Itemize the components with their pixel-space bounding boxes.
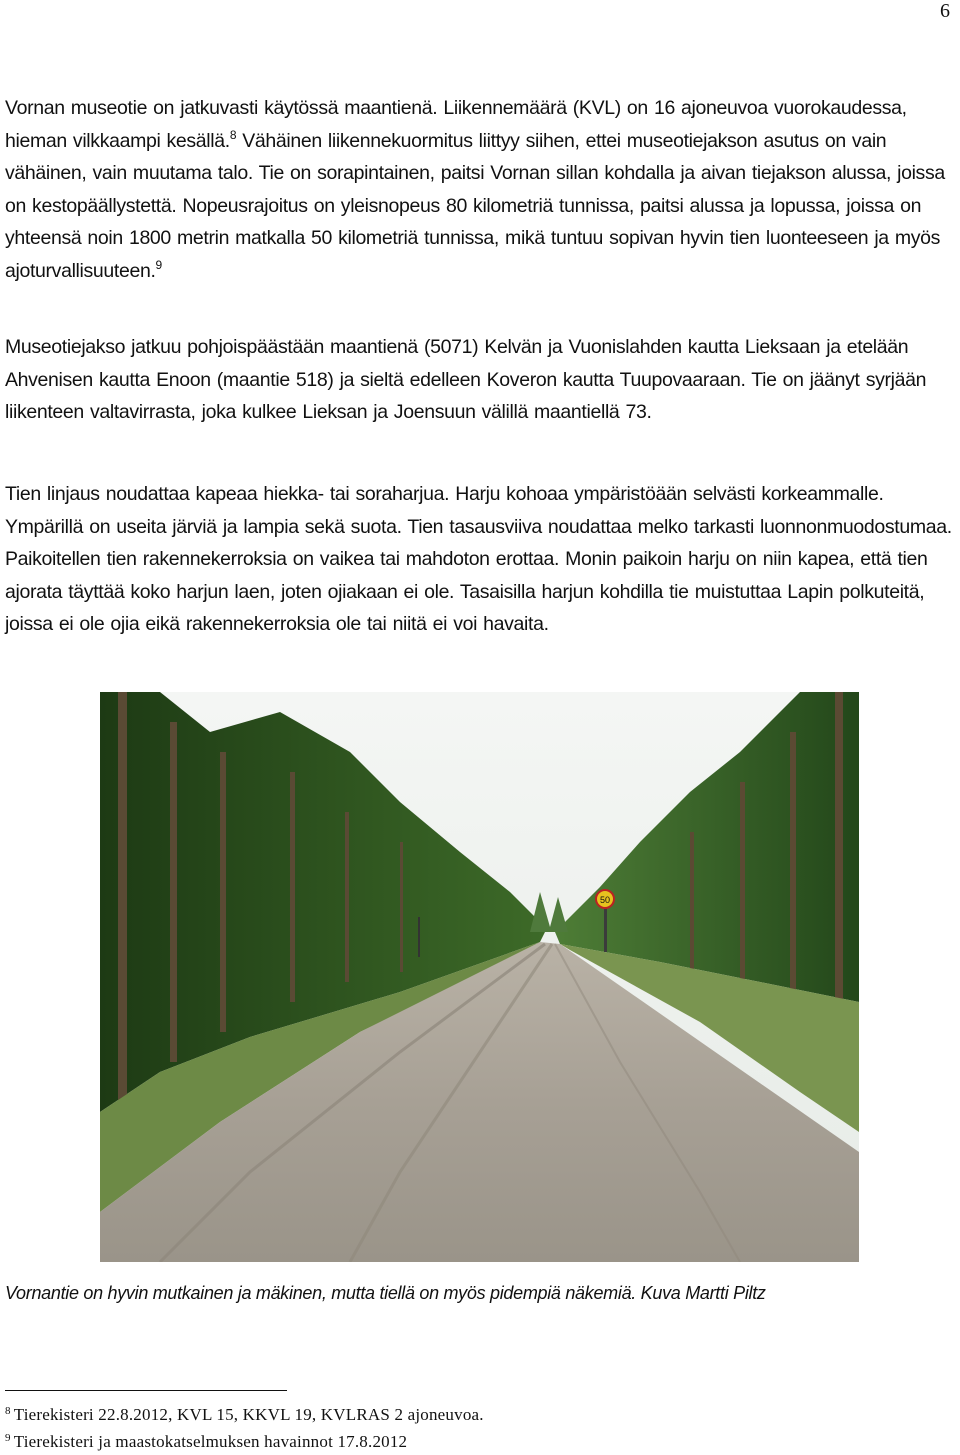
paragraph-traffic-text-a: Vornan museotie on jatkuvasti käytössä maantienä. Liikennemäärä (KVL) on 16 ajoneuvoa vuorokaudessa, hieman vilkkaampi kesällä. bbox=[5, 97, 907, 152]
road-photo bbox=[100, 692, 859, 1262]
paragraph-route: Museotiejakso jatkuu pohjoispäästään maantienä (5071) Kelvän ja Vuonislahden kautta Lieksaan ja etelään Ahvenisen kautta Enoon (maantie 518) ja sieltä edelleen Koveron kautta Tuupovaaraan. Tie on jäänyt syrjään liikenteen valtavirrasta, joka kulkee Lieksan ja Joensuun välillä maantiellä 73. bbox=[5, 336, 927, 423]
footnote-number: 8 bbox=[5, 1405, 11, 1417]
footnote-8 bbox=[5, 1405, 484, 1425]
footnote-text: Tierekisteri ja maastokatselmuksen havainnot 17.8.2012 bbox=[13, 1432, 408, 1451]
footnote-9 bbox=[5, 1432, 407, 1452]
footnote-text: Tierekisteri 22.8.2012, KVL 15, KKVL 19, KVLRAS 2 ajoneuvoa. bbox=[13, 1405, 484, 1424]
paragraph-traffic-text-b: Vähäinen liikennekuormitus liittyy siihen, ettei museotiejakson asutus on vain vähäinen, vain muutama talo. Tie on sorapintainen, paitsi Vornan sillan kohdalla ja aivan tiejakson alussa, joissa on kestopäällystettä. Nopeusrajoitus on yleisnopeus 80 kilometriä tunnissa, paitsi alussa ja lopussa, joissa on yhteensä noin 1800 metrin matkalla 50 kilometriä tunnissa, mikä tuntuu sopivan hyvin tien luonteeseen ja myös ajoturvallisuuteen. bbox=[5, 129, 945, 282]
footnote-ref-9[interactable]: 9 bbox=[155, 257, 162, 272]
footnote-separator bbox=[5, 1390, 287, 1391]
footnote-ref-8[interactable]: 8 bbox=[229, 127, 237, 142]
road-photo-image bbox=[100, 692, 859, 1262]
page-number: 6 bbox=[940, 0, 950, 22]
photo-caption: Vornantie on hyvin mutkainen ja mäkinen, mutta tiellä on myös pidempiä näkemiä. Kuva Martti Piltz bbox=[5, 1283, 766, 1303]
speed-sign-label: 50 bbox=[599, 895, 611, 905]
paragraph-ridge: Tien linjaus noudattaa kapeaa hiekka- tai soraharjua. Harju kohoaa ympäristöään selvästi korkeammalle. Ympärillä on useita järviä ja lampia sekä suota. Tien tasausviiva noudattaa melko tarkasti luonnonmuodostumaa. Paikoitellen tien rakennekerroksia on vaikea tai mahdoton erottaa. Monin paikoin harju on niin kapea, että tien ajorata täyttää koko harjun laen, joten ojiakaan ei ole. Tasaisilla harjun kohdilla tie muistuttaa Lapin polkuteitä, joissa ei ole ojia eikä rakennekerroksia ole tai niitä ei voi havaita. bbox=[5, 483, 952, 635]
footnote-number: 9 bbox=[5, 1432, 11, 1444]
paragraph-traffic bbox=[5, 92, 955, 287]
